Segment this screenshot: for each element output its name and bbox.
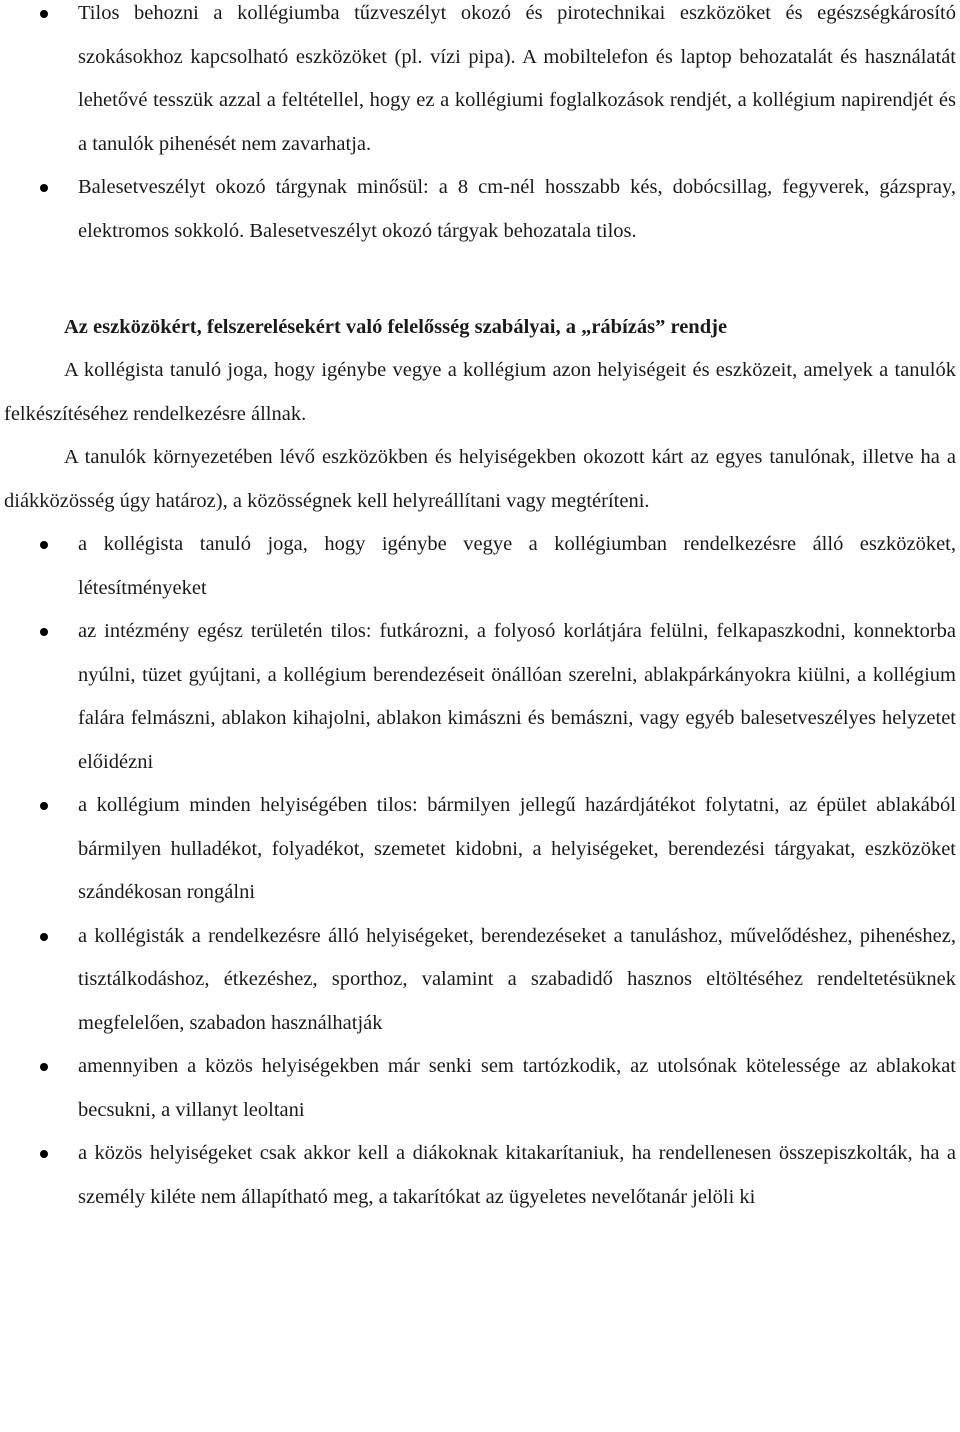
bullet-icon	[40, 10, 48, 18]
list-item-text: Tilos behozni a kollégiumba tűzveszélyt okozó és pirotechnikai eszközöket és egészségkárosító szokásokhoz kapcsolható eszközöket (pl. vízi pipa). A mobiltelefon és laptop behozatalát és használatát lehetővé tesszük azzal a feltétellel, hogy ez a kollégiumi foglalkozások rendjét, a kollégium napirendjét és a tanulók pihenését nem zavarhatja.	[78, 2, 956, 155]
list-item	[0, 610, 960, 784]
list-item	[0, 523, 960, 610]
list-item	[0, 915, 960, 1046]
list-item-text: az intézmény egész területén tilos: futkározni, a folyosó korlátjára felülni, felkapaszkodni, konnektorba nyúlni, tüzet gyújtani, a kollégium berendezéseit önállóan szerelni, ablakpárkányokra kiülni, a kollégium falára felmászni, ablakon kihajolni, ablakon kimászni és bemászni, vagy egyéb balesetveszélyes helyzetet előidézni	[78, 620, 956, 773]
bullet-icon	[40, 1063, 48, 1071]
bullet-icon	[40, 933, 48, 941]
list-item	[0, 784, 960, 915]
bullet-icon	[40, 541, 48, 549]
list-item	[0, 1132, 960, 1219]
bullet-icon	[40, 628, 48, 636]
list-item	[0, 1045, 960, 1132]
bullet-icon	[40, 1150, 48, 1158]
list-item	[0, 166, 960, 253]
bullet-icon	[40, 802, 48, 810]
list-item-text: a kollégista tanuló joga, hogy igénybe vegye a kollégiumban rendelkezésre álló eszközöket, létesítményeket	[78, 533, 956, 599]
list-item-text: Balesetveszélyt okozó tárgynak minősül: a 8 cm-nél hosszabb kés, dobócsillag, fegyverek, gázspray, elektromos sokkoló. Balesetveszélyt okozó tárgyak behozatala tilos.	[78, 176, 956, 242]
list-item-text: a kollégisták a rendelkezésre álló helyiségeket, berendezéseket a tanuláshoz, művelődéshez, pihenéshez, tisztálkodáshoz, étkezéshez, sporthoz, valamint a szabadidő hasznos eltöltéséhez rendeltetésüknek megfelelően, szabadon használhatják	[78, 924, 956, 1034]
list-item	[0, 0, 960, 166]
list-item-text: a kollégium minden helyiségében tilos: bármilyen jellegű hazárdjátékot folytatni, az épület ablakából bármilyen hulladékot, folyadékot, szemetet kidobni, a helyiségeket, berendezési tárgyakat, eszközöket szándékosan rongálni	[78, 794, 956, 903]
bullet-icon	[40, 184, 48, 192]
rules-list-bottom	[0, 523, 960, 1219]
paragraph: A kollégista tanuló joga, hogy igénybe vegye a kollégium azon helyiségeit és eszközeit, amelyek a tanulók felkészítéséhez rendelkezésre állnak.	[4, 359, 956, 425]
list-item-text: a közös helyiségeket csak akkor kell a diákoknak kitakarítaniuk, ha rendellenesen összepiszkolták, ha a személy kiléte nem állapítható meg, a takarítókat az ügyeletes nevelőtanár jelöli ki	[78, 1142, 956, 1208]
list-item-text: amennyiben a közös helyiségekben már senki sem tartózkodik, az utolsónak kötelessége az ablakokat becsukni, a villanyt leoltani	[78, 1055, 956, 1121]
section-heading: Az eszközökért, felszerelésekért való felelősség szabályai, a „rábízás” rendje	[64, 316, 728, 338]
paragraph: A tanulók környezetében lévő eszközökben és helyiségekben okozott kárt az egyes tanulónak, illetve ha a diákközösség úgy határoz), a közösségnek kell helyreállítani vagy megtéríteni.	[4, 446, 956, 512]
rules-list-top	[0, 0, 960, 253]
